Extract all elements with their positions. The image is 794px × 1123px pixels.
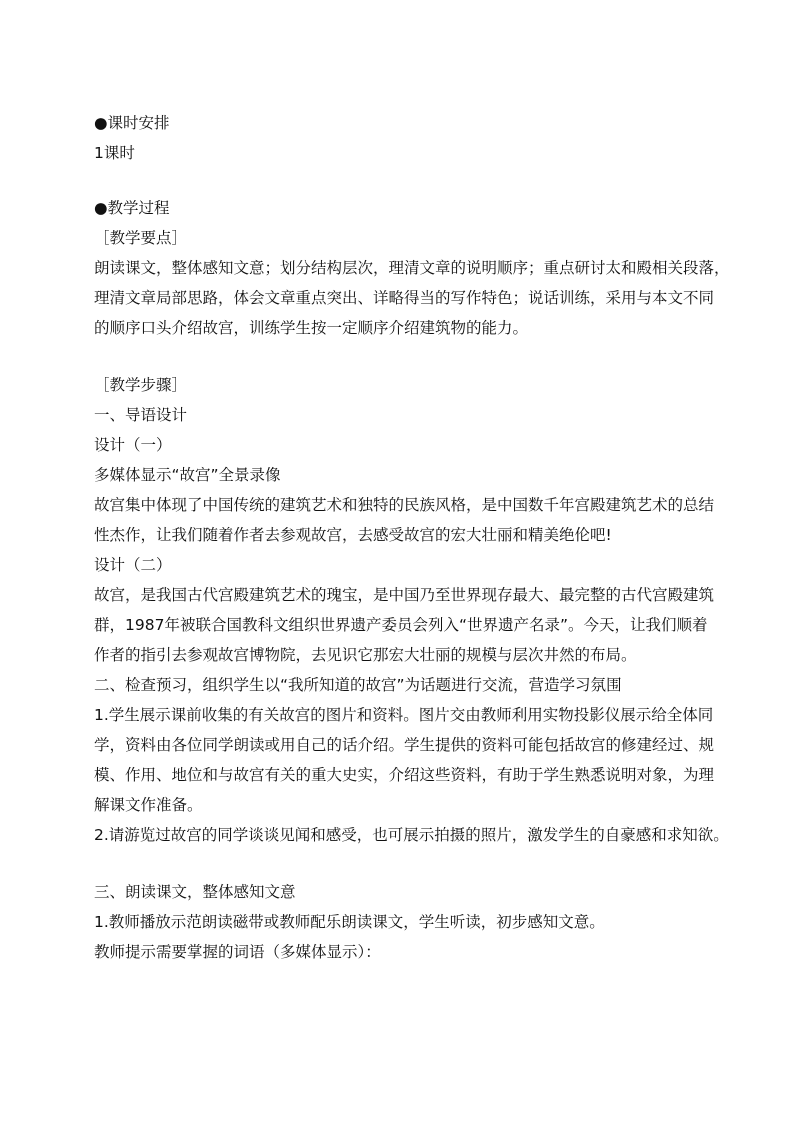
- paragraph-line: 朗读课文，整体感知文意；划分结构层次，理清文章的说明顺序；重点研讨太和殿相关段落，: [94, 259, 730, 277]
- section-heading-intro: 一、导语设计: [94, 406, 188, 424]
- paragraph-line: 故宫，是我国古代宫殿建筑艺术的瑰宝，是中国乃至世界现存最大、最完整的古代宫殿建筑: [94, 586, 715, 604]
- section-heading-preview: 二、检查预习，组织学生以“我所知道的故宫”为话题进行交流，营造学习氛围: [94, 676, 622, 694]
- paragraph-line: 理清文章局部思路，体会文章重点突出、详略得当的写作特色；说话训练，采用与本文不同: [94, 289, 715, 307]
- paragraph-line: 解课文作准备。: [94, 796, 203, 814]
- paragraph-line: 教师提示需要掌握的词语（多媒体显示）：: [94, 943, 381, 961]
- paragraph-line: 群，1987年被联合国教科文组织世界遗产委员会列入“世界遗产名录”。今天，让我们顺着: [94, 616, 708, 634]
- paragraph-line: 1.学生展示课前收集的有关故宫的图片和资料。图片交由教师利用实物投影仪展示给全体同: [94, 706, 714, 724]
- text-line: 设计（二）: [94, 556, 172, 574]
- blank-line: [94, 343, 754, 370]
- paragraph-line: 2.请游览过故宫的同学谈谈见闻和感受，也可展示拍摄的照片，激发学生的自豪感和求知欲。: [94, 826, 729, 844]
- subheading-key-points: ［教学要点］: [94, 229, 188, 247]
- section-heading-reading: 三、朗读课文，整体感知文意: [94, 883, 296, 901]
- section-heading-process: ●教学过程: [94, 199, 170, 217]
- paragraph-line: 的顺序口头介绍故宫，训练学生按一定顺序介绍建筑物的能力。: [94, 319, 529, 337]
- paragraph-line: 故宫集中体现了中国传统的建筑艺术和独特的民族风格，是中国数千年宫殿建筑艺术的总结: [94, 496, 715, 514]
- section-heading-schedule: ●课时安排: [94, 114, 170, 132]
- document-body: [94, 108, 754, 967]
- text-line: 多媒体显示“故宫”全景录像: [94, 466, 281, 484]
- paragraph-line: 模、作用、地位和与故宫有关的重大史实，介绍这些资料，有助于学生熟悉说明对象，为理: [94, 766, 715, 784]
- paragraph-line: 1.教师播放示范朗读磁带或教师配乐朗读课文，学生听读，初步感知文意。: [94, 913, 605, 931]
- text-line: 设计（一）: [94, 436, 172, 454]
- paragraph-line: 性杰作，让我们随着作者去参观故宫，去感受故宫的宏大壮丽和精美绝伦吧!: [94, 526, 612, 544]
- blank-line: [94, 850, 754, 877]
- paragraph-line: 作者的指引去参观故宫博物院，去见识它那宏大壮丽的规模与层次井然的布局。: [94, 646, 637, 664]
- paragraph-line: 学，资料由各位同学朗读或用自己的话介绍。学生提供的资料可能包括故宫的修建经过、规: [94, 736, 715, 754]
- subheading-steps: ［教学步骤］: [94, 376, 188, 394]
- blank-line: [94, 168, 754, 193]
- text-line: 1课时: [94, 144, 135, 162]
